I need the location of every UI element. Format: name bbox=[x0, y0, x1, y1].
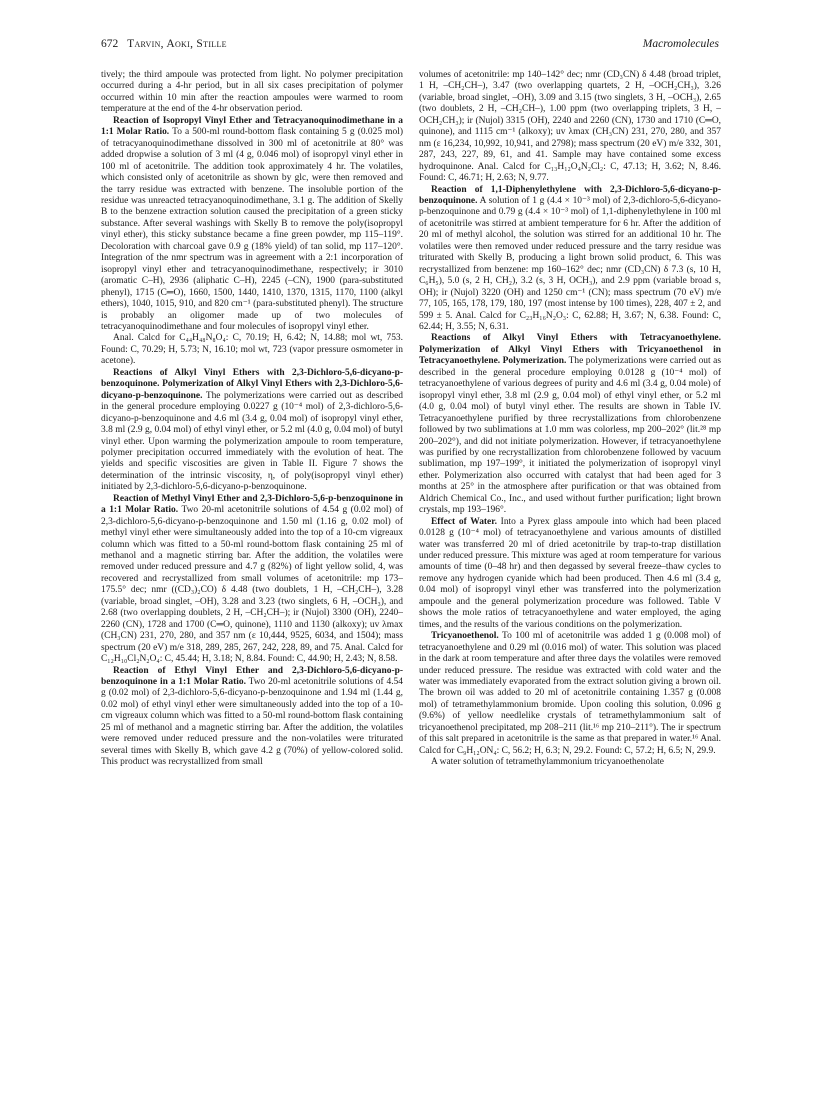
paragraph: Reactions of Alkyl Vinyl Ethers with Tetracyanoethylene. Polymerization of Alkyl Vinyl Ethers with Tricyanoethenol in Tetracyanoethylene. Polymerization. The polymerizations were carried out as described in the general procedure employing 0.0128 g (10⁻⁴ mol) of tetracyanoethylene of various degrees of purity and 4.6 ml (3.4 g, 0.04 mole) of isopropyl vinyl ether, 3.8 ml (2.9 g, 0.04 mol) of ethyl vinyl ether, or 5.2 ml (4.0 g, 0.04 mol) of butyl vinyl ether. The results are shown in Table IV. Tetracyanoethylene purified by three recrystallizations from chlorobenzene followed by two sublimations at 1.0 mm was colorless, mp 200–202° (lit.²⁸ mp 200–202°), and did not initiate polymerization. However, if tetracyanoethylene was purified by one recrystallization from chlorobenzene followed by vacuum sublimation, mp 197–199°, it initiated the polymerization of isopropyl vinyl ether. Polymerization also occurred with catalyst that had been aged for 3 months at 25° in the atmosphere after purification or that was obtained from Aldrich Chemical Co., Inc., and used without further purification; light brown crystals, mp 193–196°. bbox=[419, 333, 721, 516]
paragraph: tively; the third ampoule was protected from light. No polymer precipitation occurred during a 4-hr period, but in all six cases precipitation of polymer occurred within 10 min after the reaction ampoules were warmed to room temperature at the end of the 4-hr observation period. bbox=[101, 70, 403, 115]
paragraph: Reaction of 1,1-Diphenylethylene with 2,3-Dichloro-5,6-dicyano-p-benzoquinone. A solution of 1 g (4.4 × 10⁻³ mol) of 2,3-dichloro-5,6-dicyano-p-benzoquinone and 0.79 g (4.4 × 10⁻³ mol) of 1,1-diphenylethylene in 100 ml of acetonitrile was stirred at ambient temperature for 6 hr. After the addition of 20 ml of methyl alcohol, the solution was stirred for an additional 10 hr. The volatiles were then removed under reduced pressure and the tarry residue was triturated with Skelly B, producing a light brown solid product, 6. This was recrystallized from benzene: mp 160–162° dec; nmr (CD₃CN) δ 7.3 (s, 10 H, C₆H₅), 5.0 (s, 2 H, CH₂), 3.2 (s, 3 H, OCH₃), and 2.9 ppm (variable broad s, OH); ir (Nujol) 3220 (OH) and 1250 cm⁻¹ (CN); mass spectrum (70 eV) m/e 77, 105, 165, 178, 179, 180, 197 (most intense by 100 times), 228, 407 ± 2, and 599 ± 5. Anal. Calcd for C₂₃H₁₆N₂O₃: C, 62.88; H, 3.67; N, 6.38. Found: C, 62.44; H, 3.55; N, 6.31. bbox=[419, 184, 721, 332]
paragraph: Reaction of Isopropyl Vinyl Ether and Tetracyanoquinodimethane in a 1:1 Molar Ratio. To a 500-ml round-bottom flask containing 5 g (0.025 mol) of tetracyanoquinodimethane dissolved in 300 ml of acetonitrile at 80° was added dropwise a solution of 3 ml (4 g, 0.046 mol) of isopropyl vinyl ether in 100 ml of acetonitrile. The addition took approximately 4 hr. The volatiles, which consisted only of acetonitrile as shown by glc, were then removed and the tarry residue was extracted with benzene. The insoluble portion of the residue was unreacted tetracyanoquinodimethane, 3.1 g. The addition of Skelly B to the benzene extraction solution caused the precipitation of a green sticky substance. After several washings with Skelly B to remove the poly(isopropyl vinyl ether), this sticky substance became a fine green powder, mp 115–119°. Decoloration with charcoal gave 0.9 g (18% yield) of tan solid, mp 117–120°. Integration of the nmr spectrum was in agreement with a 2:1 incorporation of isopropyl vinyl ether and tetracyanoquinodimethane, respectively; ir 3010 (aromatic C–H), 2936 (aliphatic C–H), 2245 (–CN), 1900 (para-substituted phenyl), 1715 (C═O), 1660, 1500, 1440, 1410, 1370, 1315, 1170, 1100 (alkyl ethers), 1040, 1015, 910, and 820 cm⁻¹ (para-substituted phenyl). The structure is probably an oligomer made up of two molecules of tetracyanoquinodimethane and four molecules of isopropyl vinyl ether. bbox=[101, 115, 403, 332]
paragraph: Anal. Calcd for C₄₄H₄₈N₈O₄: C, 70.19; H, 6.42; N, 14.88; mol wt, 753. Found: C, 70.29; H, 5.73; N, 16.10; mol wt, 723 (vapor pressure osmometer in acetone). bbox=[101, 333, 403, 367]
paragraph: volumes of acetonitrile: mp 140–142° dec; nmr (CD₃CN) δ 4.48 (broad triplet, 1 H, –CH₂CH–), 3.47 (two overlapping quartets, 2 H, –OCH₂CH₃), 3.26 (variable, broad singlet, –OH), 3.09 and 3.15 (two singlets, 3 H, –OCH₃), 2.65 (two doublets, 2 H, –CH₂CH–), 1.00 ppm (two overlapping triplets, 3 H, –OCH₂CH₃); ir (Nujol) 3315 (OH), 2240 and 2260 (CN), 1730 and 1710 (C═O, quinone), and 1115 cm⁻¹ (alkoxy); uv λmax (CH₃CN) 231, 270, 280, and 357 nm (ε 16,234, 10,992, 10,941, and 2798); mass spectrum (20 eV) m/e 332, 301, 287, 243, 227, 89, 61, and 41. Sample may have contained some excess hydroquinone. Anal. Calcd for C₁₃H₁₂O₄N₂Cl₂: C, 47.13; H, 3.62; N, 8.46. Found: C, 46.71; H, 2.63; N, 9.77. bbox=[419, 70, 721, 184]
section-heading: Reaction of Isopropyl Vinyl Ether and Tetracyanoquinodimethane in a 1:1 Molar Ratio. bbox=[101, 115, 403, 138]
left-column bbox=[101, 70, 403, 1085]
header-left bbox=[101, 38, 227, 50]
journal-name: Macromolecules bbox=[642, 38, 719, 50]
section-heading: Effect of Water. bbox=[431, 516, 497, 527]
paragraph: Tricyanoethenol. To 100 ml of acetonitrile was added 1 g (0.008 mol) of tetracyanoethylene and 0.29 ml (0.016 mol) of water. This solution was placed in the dark at room temperature and after three days the volatiles were removed under reduced pressure. The residue was extracted with cold water and the water was immediately evaporated from the extract solution giving a brown oil. The brown oil was added to 20 ml of acetonitrile containing 1.357 g (0.008 mol) of tetramethylammonium bromide. Upon cooling this solution, 0.096 g (9.6%) of yellow needlelike crystals of tetramethylammonium salt of tricyanoethenol precipitated, mp 208–211 (lit.¹⁶ mp 210–211°). The ir spectrum of this salt prepared in acetonitrile is the same as that prepared in water.¹⁶ Anal. Calcd for C₉H₁₂ON₄: C, 56.2; H, 6.3; N, 29.2. Found: C, 57.2; H, 6.5; N, 29.9. bbox=[419, 631, 721, 756]
page-number: 672 bbox=[101, 38, 119, 50]
running-authors: Tarvin, Aoki, Stille bbox=[127, 38, 227, 50]
section-heading: Tricyanoethenol. bbox=[431, 631, 499, 642]
paragraph: Reactions of Alkyl Vinyl Ethers with 2,3-Dichloro-5,6-dicyano-p-benzoquinone. Polymerization of Alkyl Vinyl Ethers with 2,3-Dichloro-5,6-dicyano-p-benzoquinone. The polymerizations were carried out as described in the general procedure employing 0.0227 g (10⁻⁴ mol) of 2,3-dichloro-5,6-dicyano-p-benzoquinone and 4.6 ml (3.4 g, 0.04 mol) of isopropyl vinyl ether, 3.8 ml (2.9 g, 0.04 mol) of ethyl vinyl ether, or 5.2 ml (4.0 g, 0.04 mol) of butyl vinyl ether. Upon warming the polymerization ampoule to room temperature, polymer precipitation occurred immediately with the evolution of heat. The yields and specific viscosities are given in Table II. Figure 7 shows the determination of the intrinsic viscosity, η, of poly(isopropyl vinyl ether) initiated by 2,3-dichloro-5,6-dicyano-p-benzoquinone. bbox=[101, 367, 403, 493]
section-heading: Reaction of Ethyl Vinyl Ether and 2,3-Dichloro-5,6-dicyano-p-benzoquinone in a 1:1 Molar Ratio. bbox=[101, 665, 403, 688]
paragraph: A water solution of tetramethylammonium tricyanoethenolate bbox=[431, 757, 664, 768]
right-column bbox=[419, 70, 721, 1085]
section-heading: Reaction of 1,1-Diphenylethylene with 2,3-Dichloro-5,6-dicyano-p-benzoquinone. bbox=[419, 184, 721, 206]
section-heading: Reaction of Methyl Vinyl Ether and 2,3-Dichloro-5,6-p-benzoquinone in a 1:1 Molar Ratio. bbox=[101, 493, 403, 516]
paragraph: Reaction of Ethyl Vinyl Ether and 2,3-Dichloro-5,6-dicyano-p-benzoquinone in a 1:1 Molar Ratio. Two 20-ml acetonitrile solutions of 4.54 g (0.02 mol) of 2,3-dichloro-5,6-dicyano-p-benzoquinone and 1.94 ml (1.44 g, 0.02 mol) of ethyl vinyl ether were simultaneously added into the top of a 10-cm vigreaux column which was fitted to a 50-ml round-bottom flask containing 25 ml of methanol and a magnetic stirring bar. After the addition, the volatiles were removed under reduced pressure and the non-volatiles were triturated several times with Skelly B, which gave 4.2 g (70%) of yellow-colored solid. This product was recrystallized from small bbox=[101, 665, 403, 768]
section-heading: Reactions of Alkyl Vinyl Ethers with Tetracyanoethylene. Polymerization of Alkyl Vinyl Ethers with Tricyanoethenol in Tetracyanoethylene. Polymerization. bbox=[419, 333, 721, 367]
section-heading: Reactions of Alkyl Vinyl Ethers with 2,3-Dichloro-5,6-dicyano-p-benzoquinone. Polymerization of Alkyl Vinyl Ethers with 2,3-Dichloro-5,6-dicyano-p-benzoquinone. bbox=[101, 367, 403, 401]
paragraph: Effect of Water. Into a Pyrex glass ampoule into which had been placed 0.0128 g (10⁻⁴ mol) of tetracyanoethylene and various amounts of distilled water was transferred 20 ml of dried acetonitrile by trap-to-trap distillation under reduced pressure. This mixture was aged at room temperature for various amounts of time (0–48 hr) and then degassed by several freeze–thaw cycles to remove any hydrogen cyanide which had been produced. Then 4.6 ml (3.4 g, 0.04 mol) of isopropyl vinyl ether was transferred into the polymerization ampoule and the general polymerization procedure was followed. Table V shows the mole ratios of tetracyanoethylene and water employed, the aging times, and the results of the various conditions on the polymerization. bbox=[419, 516, 721, 630]
paragraph: Reaction of Methyl Vinyl Ether and 2,3-Dichloro-5,6-p-benzoquinone in a 1:1 Molar Ratio. Two 20-ml acetonitrile solutions of 4.54 g (0.02 mol) of 2,3-dichloro-5,6-dicyano-p-benzoquinone and 1.50 ml (1.16 g, 0.02 mol) of methyl vinyl ether were simultaneously added into the top of a 10-cm vigreaux column which was fitted to a 50-ml round-bottom flask containing 25 ml of methanol and a magnetic stirring bar. After the addition, the volatiles were removed under reduced pressure and 4.7 g (82%) of light yellow solid, 4, was recovered and recrystallized from small volumes of acetonitrile: mp 173–175.5° dec; nmr ((CD₃)₂CO) δ 4.48 (two doublets, 1 H, –CH₂CH–), 3.28 (variable, broad singlet, –OH), 3.28 and 3.23 (two singlets, 6 H, –OCH₃), and 2.68 (two overlapping doublets, 2 H, –CH₂CH–); ir (Nujol) 3300 (OH), 2240–2260 (CN), 1728 and 1700 (C═O, quinone), 1110 and 1130 (alkoxy); uv λmax (CH₃CN) 231, 270, 280, and 357 nm (ε 10,444, 9525, 6034, and 1504); mass spectrum (20 eV) m/e 318, 289, 285, 267, 242, 228, 89, and 75. Anal. Calcd for C₁₂H₁₀Cl₂N₂O₄: C, 45.44; H, 3.18; N, 8.84. Found: C, 44.90; H, 2.43; N, 8.58. bbox=[101, 493, 403, 665]
running-header bbox=[101, 38, 719, 54]
